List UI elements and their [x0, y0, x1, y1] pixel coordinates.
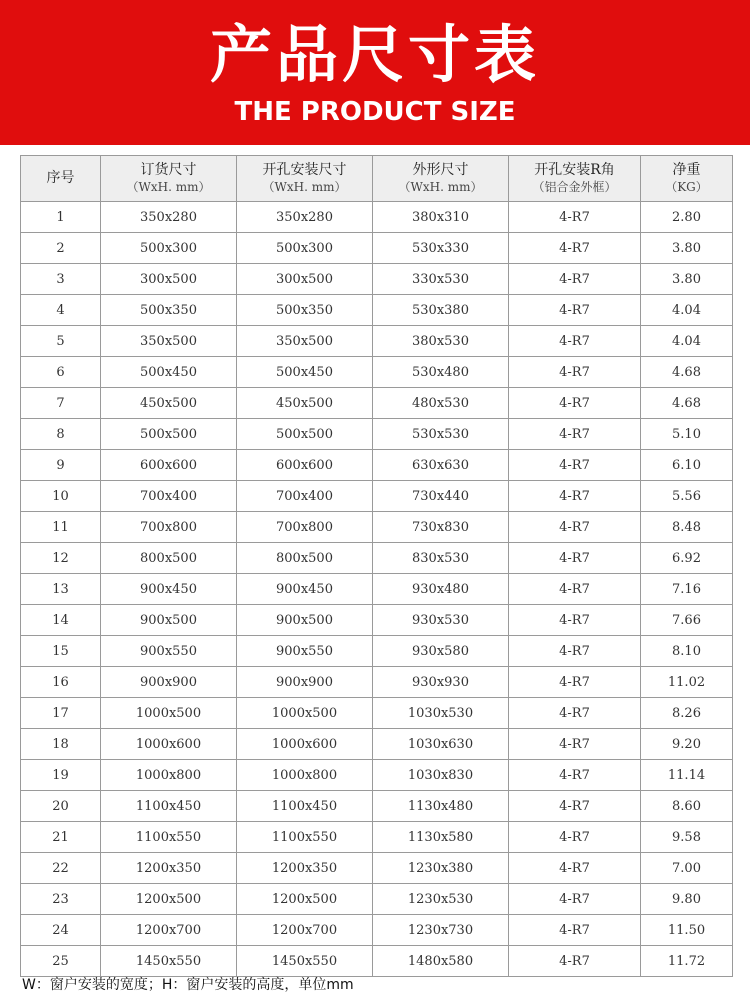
table-cell: 930x480	[373, 574, 509, 605]
table-row	[21, 760, 733, 791]
table-cell: 5	[21, 326, 101, 357]
table-row	[21, 233, 733, 264]
table-cell: 1200x500	[237, 884, 373, 915]
table-cell: 800x500	[101, 543, 237, 574]
table-row	[21, 636, 733, 667]
column-header	[101, 156, 237, 202]
table-cell: 4-R7	[509, 264, 641, 295]
table-cell: 500x500	[237, 419, 373, 450]
table-cell: 900x900	[101, 667, 237, 698]
table-cell: 7.66	[641, 605, 733, 636]
table-cell: 700x800	[101, 512, 237, 543]
table-row	[21, 946, 733, 977]
table-cell: 1030x830	[373, 760, 509, 791]
table-cell: 630x630	[373, 450, 509, 481]
table-cell: 4-R7	[509, 853, 641, 884]
table-cell: 4-R7	[509, 946, 641, 977]
table-cell: 1100x550	[101, 822, 237, 853]
table-cell: 5.10	[641, 419, 733, 450]
table-cell: 11	[21, 512, 101, 543]
table-cell: 480x530	[373, 388, 509, 419]
footnote: W：窗户安装的宽度；H：窗户安装的高度，单位mm	[22, 977, 354, 993]
column-header	[237, 156, 373, 202]
table-row	[21, 791, 733, 822]
column-header	[641, 156, 733, 202]
table-cell: 4-R7	[509, 698, 641, 729]
table-cell: 6.92	[641, 543, 733, 574]
table-cell: 530x330	[373, 233, 509, 264]
table-row	[21, 357, 733, 388]
table-cell: 380x310	[373, 202, 509, 233]
column-header	[21, 156, 101, 202]
column-header-unit: （WxH. mm）	[126, 179, 211, 194]
column-header-label: 序号	[46, 170, 75, 186]
table-row	[21, 574, 733, 605]
table-cell: 4-R7	[509, 822, 641, 853]
table-cell: 24	[21, 915, 101, 946]
size-table-container	[20, 155, 732, 977]
table-row	[21, 264, 733, 295]
table-cell: 15	[21, 636, 101, 667]
column-header-label: 净重	[672, 161, 701, 178]
table-cell: 4-R7	[509, 450, 641, 481]
table-cell: 1200x350	[101, 853, 237, 884]
table-cell: 900x550	[237, 636, 373, 667]
table-cell: 4.68	[641, 357, 733, 388]
table-cell: 700x800	[237, 512, 373, 543]
table-cell: 350x500	[101, 326, 237, 357]
size-table	[20, 155, 733, 977]
table-cell: 500x450	[101, 357, 237, 388]
table-cell: 900x500	[101, 605, 237, 636]
table-cell: 530x480	[373, 357, 509, 388]
table-cell: 8	[21, 419, 101, 450]
table-body	[21, 202, 733, 977]
table-cell: 1000x600	[101, 729, 237, 760]
table-cell: 1200x500	[101, 884, 237, 915]
table-cell: 930x530	[373, 605, 509, 636]
table-cell: 21	[21, 822, 101, 853]
table-cell: 4-R7	[509, 884, 641, 915]
table-cell: 19	[21, 760, 101, 791]
header-banner	[0, 0, 750, 145]
table-cell: 900x450	[237, 574, 373, 605]
table-cell: 4-R7	[509, 636, 641, 667]
table-cell: 300x500	[101, 264, 237, 295]
table-cell: 12	[21, 543, 101, 574]
table-row	[21, 729, 733, 760]
table-cell: 2.80	[641, 202, 733, 233]
table-row	[21, 543, 733, 574]
page-title: 产品尺寸表	[209, 18, 540, 91]
table-cell: 1	[21, 202, 101, 233]
table-cell: 2	[21, 233, 101, 264]
table-cell: 930x930	[373, 667, 509, 698]
table-header-row	[21, 156, 733, 202]
table-cell: 4-R7	[509, 326, 641, 357]
table-cell: 4-R7	[509, 791, 641, 822]
table-cell: 450x500	[237, 388, 373, 419]
table-cell: 1000x500	[101, 698, 237, 729]
table-row	[21, 481, 733, 512]
table-cell: 1130x580	[373, 822, 509, 853]
table-cell: 4.68	[641, 388, 733, 419]
table-cell: 8.26	[641, 698, 733, 729]
table-cell: 16	[21, 667, 101, 698]
table-cell: 4	[21, 295, 101, 326]
table-cell: 9.20	[641, 729, 733, 760]
table-cell: 7.00	[641, 853, 733, 884]
table-cell: 830x530	[373, 543, 509, 574]
table-cell: 6.10	[641, 450, 733, 481]
table-cell: 1200x350	[237, 853, 373, 884]
table-cell: 4-R7	[509, 915, 641, 946]
table-cell: 9	[21, 450, 101, 481]
table-cell: 9.58	[641, 822, 733, 853]
column-header-label: 开孔安装R角	[534, 161, 615, 178]
table-cell: 11.72	[641, 946, 733, 977]
table-row	[21, 698, 733, 729]
table-cell: 4-R7	[509, 233, 641, 264]
table-cell: 800x500	[237, 543, 373, 574]
table-row	[21, 853, 733, 884]
table-cell: 6	[21, 357, 101, 388]
table-cell: 330x530	[373, 264, 509, 295]
column-header-unit: （KG）	[665, 179, 708, 194]
table-cell: 1130x480	[373, 791, 509, 822]
table-cell: 530x380	[373, 295, 509, 326]
table-cell: 9.80	[641, 884, 733, 915]
table-cell: 300x500	[237, 264, 373, 295]
table-cell: 500x300	[237, 233, 373, 264]
column-header-label: 开孔安装尺寸	[262, 161, 347, 178]
table-row	[21, 326, 733, 357]
table-cell: 1000x800	[237, 760, 373, 791]
table-cell: 1480x580	[373, 946, 509, 977]
table-cell: 730x830	[373, 512, 509, 543]
table-cell: 1100x550	[237, 822, 373, 853]
table-cell: 10	[21, 481, 101, 512]
table-cell: 20	[21, 791, 101, 822]
table-cell: 11.50	[641, 915, 733, 946]
table-cell: 1100x450	[101, 791, 237, 822]
table-cell: 18	[21, 729, 101, 760]
table-cell: 4-R7	[509, 481, 641, 512]
table-cell: 1100x450	[237, 791, 373, 822]
table-row	[21, 450, 733, 481]
table-cell: 1230x730	[373, 915, 509, 946]
column-header-label: 订货尺寸	[140, 161, 197, 178]
table-cell: 22	[21, 853, 101, 884]
table-cell: 600x600	[101, 450, 237, 481]
column-header	[373, 156, 509, 202]
table-cell: 5.56	[641, 481, 733, 512]
table-cell: 700x400	[101, 481, 237, 512]
table-cell: 600x600	[237, 450, 373, 481]
table-cell: 900x500	[237, 605, 373, 636]
table-cell: 4-R7	[509, 512, 641, 543]
table-cell: 4-R7	[509, 729, 641, 760]
table-row	[21, 605, 733, 636]
table-cell: 900x550	[101, 636, 237, 667]
table-cell: 4-R7	[509, 419, 641, 450]
table-cell: 4-R7	[509, 295, 641, 326]
table-cell: 1200x700	[101, 915, 237, 946]
table-cell: 25	[21, 946, 101, 977]
table-row	[21, 512, 733, 543]
table-cell: 1450x550	[101, 946, 237, 977]
table-cell: 8.60	[641, 791, 733, 822]
table-cell: 3.80	[641, 233, 733, 264]
table-cell: 1030x630	[373, 729, 509, 760]
table-cell: 530x530	[373, 419, 509, 450]
table-row	[21, 202, 733, 233]
table-cell: 380x530	[373, 326, 509, 357]
table-cell: 1450x550	[237, 946, 373, 977]
table-cell: 4.04	[641, 326, 733, 357]
table-cell: 900x450	[101, 574, 237, 605]
column-header-unit: （WxH. mm）	[398, 179, 483, 194]
table-cell: 1000x600	[237, 729, 373, 760]
table-cell: 8.10	[641, 636, 733, 667]
table-cell: 4-R7	[509, 574, 641, 605]
table-cell: 3.80	[641, 264, 733, 295]
table-row	[21, 667, 733, 698]
page-subtitle: THE PRODUCT SIZE	[234, 97, 516, 127]
table-cell: 4.04	[641, 295, 733, 326]
table-cell: 4-R7	[509, 760, 641, 791]
table-cell: 17	[21, 698, 101, 729]
table-row	[21, 915, 733, 946]
table-cell: 23	[21, 884, 101, 915]
column-header	[509, 156, 641, 202]
table-cell: 4-R7	[509, 605, 641, 636]
table-cell: 500x500	[101, 419, 237, 450]
table-cell: 1000x800	[101, 760, 237, 791]
table-cell: 8.48	[641, 512, 733, 543]
table-cell: 7.16	[641, 574, 733, 605]
table-cell: 4-R7	[509, 667, 641, 698]
table-row	[21, 419, 733, 450]
table-cell: 3	[21, 264, 101, 295]
table-cell: 7	[21, 388, 101, 419]
table-cell: 1030x530	[373, 698, 509, 729]
table-cell: 11.02	[641, 667, 733, 698]
table-cell: 11.14	[641, 760, 733, 791]
table-cell: 4-R7	[509, 543, 641, 574]
column-header-unit: （铝合金外框）	[532, 179, 617, 194]
table-row	[21, 295, 733, 326]
table-cell: 730x440	[373, 481, 509, 512]
table-cell: 500x350	[237, 295, 373, 326]
table-cell: 4-R7	[509, 202, 641, 233]
table-cell: 500x450	[237, 357, 373, 388]
column-header-unit: （WxH. mm）	[262, 179, 347, 194]
table-cell: 1230x530	[373, 884, 509, 915]
table-cell: 1230x380	[373, 853, 509, 884]
table-cell: 700x400	[237, 481, 373, 512]
table-cell: 450x500	[101, 388, 237, 419]
table-cell: 350x500	[237, 326, 373, 357]
table-cell: 350x280	[237, 202, 373, 233]
table-cell: 4-R7	[509, 357, 641, 388]
table-cell: 4-R7	[509, 388, 641, 419]
table-cell: 500x300	[101, 233, 237, 264]
table-row	[21, 884, 733, 915]
table-cell: 500x350	[101, 295, 237, 326]
table-cell: 900x900	[237, 667, 373, 698]
table-cell: 1000x500	[237, 698, 373, 729]
table-cell: 13	[21, 574, 101, 605]
table-cell: 930x580	[373, 636, 509, 667]
column-header-label: 外形尺寸	[412, 161, 469, 178]
table-row	[21, 822, 733, 853]
table-cell: 14	[21, 605, 101, 636]
table-cell: 350x280	[101, 202, 237, 233]
table-cell: 1200x700	[237, 915, 373, 946]
table-row	[21, 388, 733, 419]
